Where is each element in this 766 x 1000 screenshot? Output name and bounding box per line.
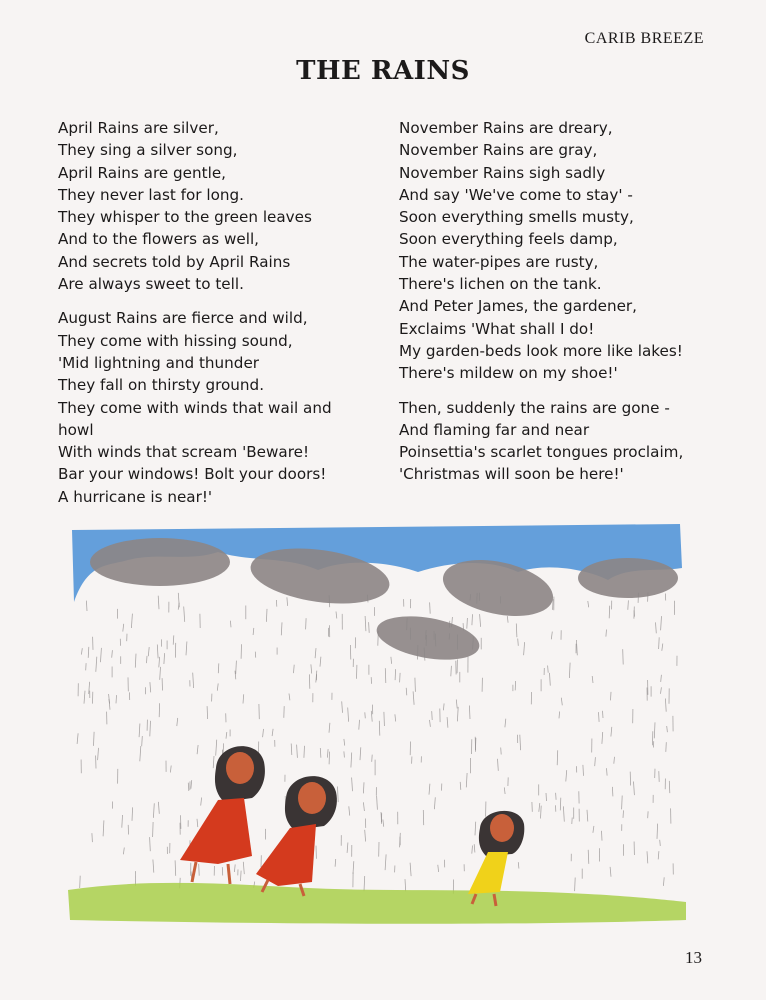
- poem-line: They never last for long.: [58, 185, 244, 204]
- poem-line: Are always sweet to tell.: [58, 275, 244, 294]
- rain-stroke: [147, 656, 148, 663]
- rain-stroke: [291, 744, 292, 756]
- rain-stroke: [518, 862, 519, 868]
- rain-stroke: [199, 864, 200, 876]
- poem-line: November Rains are gray,: [399, 141, 598, 160]
- rain-stroke: [391, 657, 392, 664]
- rain-stroke: [234, 864, 235, 872]
- rain-stroke: [365, 712, 366, 718]
- rain-stroke: [588, 850, 589, 864]
- rain-stroke: [607, 768, 608, 775]
- poem-line: April Rains are silver,: [58, 119, 219, 137]
- rain-stroke: [518, 639, 519, 646]
- rain-stroke: [281, 622, 282, 635]
- rain-stroke: [150, 682, 151, 692]
- rain-stroke: [377, 796, 378, 810]
- rain-stroke: [456, 700, 457, 709]
- rain-stroke: [654, 722, 655, 738]
- poem-line: Exclaims 'What shall I do!: [399, 319, 595, 338]
- poem-line: And flaming far and near: [399, 420, 590, 439]
- rain-stroke: [92, 833, 93, 842]
- rain-stroke: [263, 729, 264, 737]
- rain-stroke: [178, 593, 179, 607]
- poem-title: THE RAINS: [296, 56, 470, 86]
- rain-stroke: [657, 824, 658, 839]
- rain-stroke: [587, 810, 588, 822]
- rain-stroke: [480, 614, 481, 627]
- rain-stroke: [236, 661, 237, 675]
- poem-line: 'Christmas will soon be here!': [399, 465, 624, 484]
- rain-stroke: [430, 602, 431, 613]
- rain-stroke: [84, 691, 85, 704]
- rain-stroke: [316, 671, 317, 683]
- rain-stroke: [661, 616, 662, 630]
- rain-stroke: [563, 806, 564, 821]
- rain-stroke: [112, 650, 113, 658]
- rain-stroke: [101, 648, 102, 662]
- rain-stroke: [602, 732, 603, 744]
- poem-line: And to the flowers as well,: [58, 230, 259, 249]
- rain-stroke: [173, 635, 174, 644]
- face: [298, 782, 326, 814]
- rain-stroke: [140, 746, 141, 761]
- rain-stroke: [634, 782, 635, 796]
- rain-stroke: [352, 778, 353, 792]
- rain-stroke: [588, 601, 589, 607]
- rain-stroke: [546, 793, 547, 801]
- rain-stroke: [460, 782, 461, 790]
- rain-stroke: [311, 664, 312, 673]
- poem-line: They fall on thirsty ground.: [58, 376, 265, 395]
- rain-stroke: [153, 860, 154, 873]
- rain-stroke: [383, 820, 384, 827]
- rain-stroke: [451, 666, 452, 677]
- dress: [180, 798, 252, 864]
- rain-stroke: [557, 750, 558, 765]
- rain-stroke: [336, 612, 337, 619]
- rain-stroke: [365, 616, 366, 631]
- poem-line: Soon everything smells musty,: [399, 208, 634, 227]
- rain-stroke: [501, 748, 502, 755]
- poem-line: And Peter James, the gardener,: [399, 297, 638, 316]
- rain-stroke: [153, 822, 154, 837]
- rain-stroke: [623, 649, 624, 664]
- girl-figure: [180, 746, 265, 884]
- rain-stroke: [253, 628, 254, 635]
- rain-stroke: [395, 669, 396, 680]
- rain-stroke: [661, 675, 662, 682]
- poem-line: Then, suddenly the rains are gone -: [399, 398, 670, 417]
- rain-stroke: [191, 780, 192, 789]
- rain-stroke: [123, 848, 124, 855]
- rain-stroke: [158, 802, 159, 814]
- rain-stroke: [539, 803, 540, 812]
- rain-stroke: [576, 640, 577, 655]
- rain-stroke: [201, 798, 202, 806]
- rain-stroke: [363, 782, 364, 793]
- rain-stroke: [175, 860, 176, 875]
- poem-line: 'Mid lightning and thunder: [58, 353, 260, 372]
- rain-stroke: [80, 876, 81, 888]
- grass: [68, 883, 686, 924]
- rain-stroke: [556, 793, 557, 800]
- poem-line: My garden-beds look more like lakes!: [399, 341, 683, 360]
- rain-stroke: [94, 732, 95, 746]
- rain-stroke: [666, 742, 667, 752]
- rain-stroke: [623, 810, 624, 818]
- rain-stroke: [669, 781, 670, 793]
- rain-stroke: [197, 745, 198, 754]
- rain-stroke: [467, 618, 468, 629]
- poem-line: Poinsettia's scarlet tongues proclaim,: [399, 443, 684, 462]
- rain-stroke: [364, 876, 365, 891]
- rain-stroke: [609, 606, 610, 619]
- rain-stroke: [96, 657, 97, 672]
- rain-stroke: [667, 726, 668, 732]
- rain-stroke: [86, 601, 87, 611]
- stanza-april: [58, 117, 368, 295]
- girl-figure: [256, 776, 337, 896]
- rain-stroke: [498, 759, 499, 771]
- poem-line: The water-pipes are rusty,: [399, 252, 599, 271]
- poem-line: There's mildew on my shoe!': [399, 364, 618, 383]
- rain-stroke: [457, 707, 458, 722]
- rain-stroke: [469, 706, 470, 720]
- rain-stroke: [353, 861, 354, 874]
- rain-stroke: [612, 787, 613, 797]
- rain-stroke: [426, 630, 427, 640]
- face: [490, 814, 514, 842]
- rain-stroke: [186, 642, 187, 656]
- rain-stroke: [109, 694, 110, 704]
- rain-stroke: [505, 719, 506, 728]
- poem-line: A hurricane is near!': [58, 487, 213, 506]
- rain-stroke: [379, 721, 380, 736]
- rain-stroke: [575, 878, 576, 892]
- rain-stroke: [606, 630, 607, 637]
- poem-line: They come with winds that wail and: [58, 398, 332, 417]
- rain-stroke: [410, 863, 411, 876]
- rain-stroke: [77, 733, 78, 744]
- rain-stroke: [466, 773, 467, 787]
- rain-stroke: [378, 631, 379, 646]
- rain-stroke: [524, 642, 525, 655]
- rain-stroke: [103, 820, 104, 836]
- rain-stroke: [561, 698, 562, 706]
- rain-stroke: [344, 751, 345, 757]
- rain-stroke: [415, 678, 416, 692]
- rain-stroke: [474, 844, 475, 852]
- rain-stroke: [611, 692, 612, 701]
- rain-stroke: [338, 787, 339, 803]
- rain-stroke: [306, 618, 307, 629]
- poem-line: They sing a silver song,: [58, 141, 238, 160]
- rain-stroke: [592, 676, 593, 683]
- rain-stroke: [665, 699, 666, 712]
- rain-stroke: [123, 624, 124, 632]
- rain-stroke: [662, 644, 663, 651]
- rain-stroke: [351, 753, 352, 768]
- rain-stroke: [566, 770, 567, 781]
- poem-line: April Rains are gentle,: [58, 163, 226, 182]
- rain-stroke: [593, 826, 594, 833]
- rain-stroke: [475, 738, 476, 750]
- rain-stroke: [504, 787, 505, 794]
- poem-line: And secrets told by April Rains: [58, 252, 291, 271]
- rain-stroke: [611, 727, 612, 737]
- rain-stroke: [289, 694, 290, 701]
- crayon-rain-illustration: [68, 522, 688, 930]
- rain-stroke: [177, 718, 178, 726]
- rain-stroke: [241, 871, 242, 881]
- rain-stroke: [226, 732, 227, 739]
- rain-stroke: [599, 712, 600, 722]
- rain-stroke: [661, 687, 662, 694]
- rain-stroke: [131, 614, 132, 628]
- rain-stroke: [647, 851, 648, 863]
- rain-stroke: [342, 701, 343, 712]
- rain-stroke: [548, 666, 549, 673]
- rain-stroke: [622, 796, 623, 810]
- rain-stroke: [507, 616, 508, 623]
- poem-column-right: [399, 117, 729, 498]
- cloud: [578, 558, 678, 598]
- leg: [228, 864, 230, 884]
- rain-stroke: [569, 663, 570, 678]
- rain-stroke: [132, 807, 133, 820]
- rain-stroke: [315, 648, 316, 658]
- rain-stroke: [347, 843, 348, 853]
- rain-stroke: [363, 802, 364, 811]
- rain-stroke: [438, 865, 439, 872]
- rain-stroke: [159, 657, 160, 668]
- rain-stroke: [184, 607, 185, 622]
- poem-line: November Rains are dreary,: [399, 119, 613, 137]
- poem-line: August Rains are fierce and wild,: [58, 309, 308, 328]
- poem-line: And say 'We've come to stay' -: [399, 185, 633, 204]
- rain-stroke: [158, 596, 159, 610]
- rain-stroke: [150, 837, 151, 851]
- rain-stroke: [559, 712, 560, 719]
- poem-line: They come with hissing sound,: [58, 331, 293, 350]
- rain-stroke: [660, 840, 661, 846]
- rain-stroke: [663, 877, 664, 886]
- dress: [468, 852, 508, 894]
- poem-line: howl: [58, 420, 94, 439]
- rain-stroke: [304, 746, 305, 758]
- rain-stroke: [472, 614, 473, 625]
- rain-stroke: [116, 695, 117, 703]
- rain-stroke: [349, 806, 350, 815]
- rain-stroke: [385, 854, 386, 870]
- rain-stroke: [213, 756, 214, 768]
- rain-stroke: [432, 711, 433, 720]
- rain-stroke: [429, 784, 430, 795]
- rain-stroke: [384, 712, 385, 726]
- rain-stroke: [443, 703, 444, 710]
- rain-stroke: [395, 714, 396, 721]
- rain-stroke: [372, 755, 373, 762]
- rain-stroke: [266, 609, 267, 622]
- rain-stroke: [602, 831, 603, 841]
- rain-stroke: [516, 624, 517, 638]
- page-number: 13: [685, 948, 702, 967]
- rain-stroke: [153, 803, 154, 818]
- poem-line: They whisper to the green leaves: [58, 208, 312, 227]
- rain-stroke: [98, 748, 99, 760]
- stanza-christmas: [399, 397, 729, 486]
- rain-stroke: [348, 708, 349, 722]
- face: [226, 752, 254, 784]
- rain-stroke: [150, 721, 151, 737]
- rain-stroke: [142, 736, 143, 746]
- rain-stroke: [385, 668, 386, 683]
- leg: [494, 894, 496, 906]
- poem-line: Soon everything feels damp,: [399, 230, 618, 249]
- rain-stroke: [405, 879, 406, 891]
- rain-stroke: [170, 766, 171, 773]
- rain-stroke: [406, 688, 407, 696]
- rain-stroke: [360, 747, 361, 760]
- stanza-november: [399, 117, 729, 385]
- dress: [256, 824, 316, 886]
- rain-stroke: [294, 665, 295, 673]
- rain-stroke: [335, 859, 336, 867]
- rain-stroke: [297, 745, 298, 758]
- rain-stroke: [243, 694, 244, 703]
- rain-stroke: [447, 717, 448, 728]
- rain-stroke: [122, 815, 123, 828]
- rain-stroke: [658, 851, 659, 859]
- rain-stroke: [551, 632, 552, 640]
- rain-stroke: [344, 739, 345, 746]
- rain-stroke: [81, 648, 82, 654]
- stanza-august: [58, 307, 368, 508]
- rain-stroke: [413, 691, 414, 704]
- rain-stroke: [595, 757, 596, 766]
- rain-stroke: [88, 647, 89, 658]
- rain-stroke: [243, 862, 244, 874]
- rain-stroke: [560, 798, 561, 811]
- rain-stroke: [197, 819, 198, 827]
- rain-stroke: [157, 645, 158, 659]
- rain-stroke: [207, 706, 208, 719]
- rain-stroke: [550, 673, 551, 686]
- rain-stroke: [217, 683, 218, 690]
- rain-stroke: [272, 729, 273, 736]
- rain-stroke: [218, 663, 219, 673]
- rain-stroke: [327, 749, 328, 758]
- rain-stroke: [139, 724, 140, 738]
- rain-stroke: [472, 846, 473, 854]
- publication-header: CARIB BREEZE: [584, 30, 704, 47]
- poem-column-left: [58, 117, 368, 520]
- rain-strokes: [77, 593, 677, 894]
- rain-stroke: [583, 765, 584, 776]
- rain-stroke: [230, 621, 231, 628]
- rain-stroke: [628, 600, 629, 609]
- rain-stroke: [371, 711, 372, 722]
- leg: [192, 862, 196, 882]
- rain-stroke: [614, 757, 615, 764]
- poem-line: There's lichen on the tank.: [399, 275, 602, 294]
- rain-stroke: [135, 654, 136, 668]
- poem-line: With winds that scream 'Beware!: [58, 443, 310, 462]
- rain-stroke: [359, 720, 360, 730]
- rain-stroke: [216, 740, 217, 756]
- rain-stroke: [193, 673, 194, 688]
- rain-stroke: [287, 597, 288, 606]
- rain-stroke: [610, 867, 611, 877]
- cloud: [373, 609, 482, 666]
- rain-stroke: [164, 653, 165, 664]
- rain-stroke: [541, 806, 542, 819]
- rain-stroke: [475, 822, 476, 836]
- rain-stroke: [320, 748, 321, 758]
- rain-stroke: [160, 667, 161, 680]
- rain-stroke: [329, 723, 330, 733]
- rain-stroke: [603, 711, 604, 718]
- rain-stroke: [369, 622, 370, 633]
- rain-stroke: [320, 657, 321, 667]
- rain-stroke: [400, 673, 401, 683]
- rain-stroke: [188, 783, 189, 791]
- rain-stroke: [434, 797, 435, 809]
- rain-stroke: [520, 735, 521, 751]
- poem-line: November Rains sigh sadly: [399, 163, 606, 182]
- rain-stroke: [148, 647, 149, 656]
- rain-stroke: [430, 720, 431, 727]
- rain-stroke: [365, 830, 366, 842]
- cloud: [90, 538, 230, 586]
- rain-stroke: [659, 637, 660, 649]
- rain-stroke: [656, 622, 657, 633]
- poem-line: Bar your windows! Bolt your doors!: [58, 465, 327, 484]
